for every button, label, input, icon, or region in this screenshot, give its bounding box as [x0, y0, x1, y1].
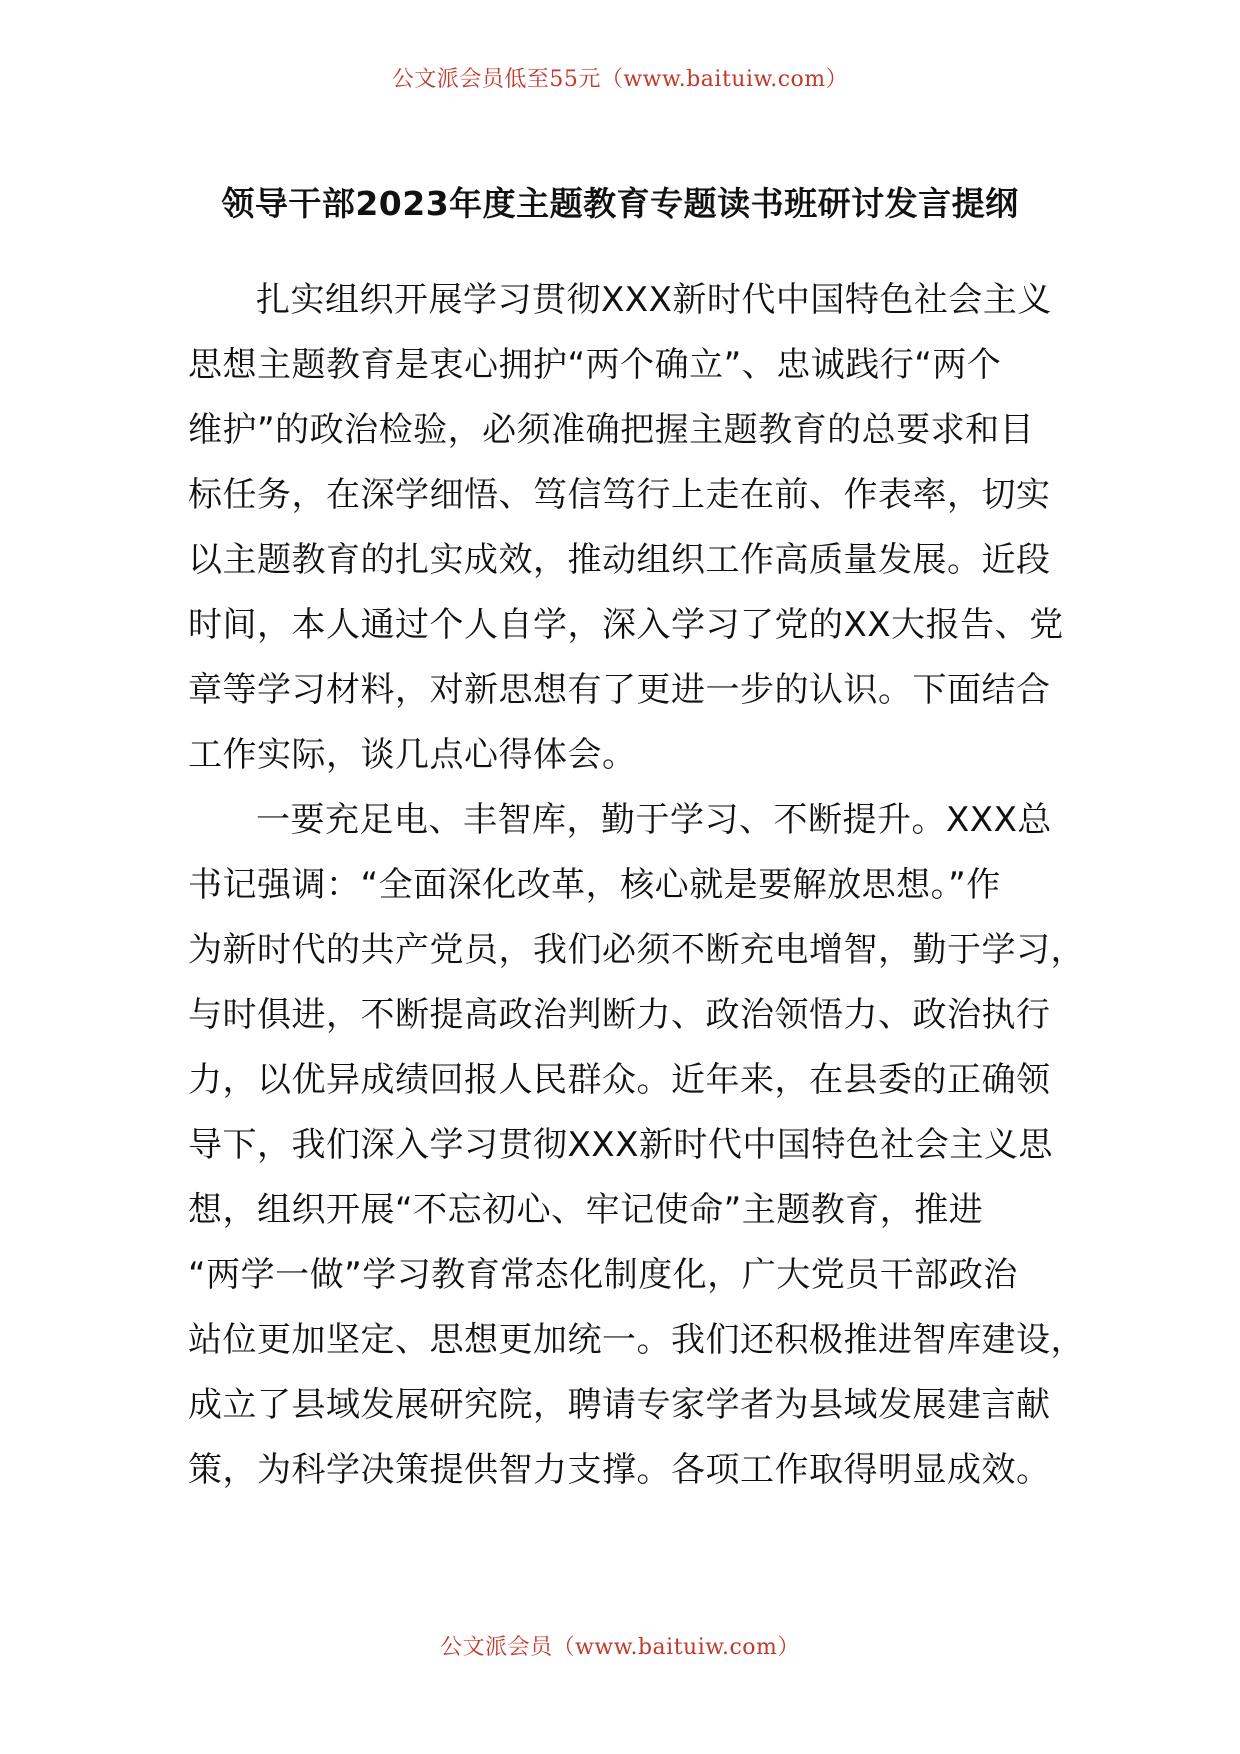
paragraph-line: 扎实组织开展学习贯彻XXX新时代中国特色社会主义 — [256, 280, 1052, 320]
paragraph-line: 书记强调：“全面深化改革，核心就是要解放思想。”作 — [188, 865, 1001, 905]
document-body — [188, 268, 1085, 1503]
paragraph-line: 时间，本人通过个人自学，深入学习了党的XX大报告、党 — [188, 605, 1064, 645]
paragraph-line: 标任务，在深学细悟、笃信笃行上走在前、作表率，切实 — [188, 475, 1051, 515]
paragraph-section-one — [188, 788, 1085, 1503]
paragraph-line: “两学一做”学习教育常态化制度化，广大党员干部政治 — [188, 1255, 1018, 1295]
paragraph-line: 成立了县域发展研究院，聘请专家学者为县域发展建言献 — [188, 1385, 1051, 1425]
footer-watermark: 公文派会员（www.baituiw.com） — [440, 1635, 800, 1660]
header-watermark: 公文派会员低至55元（www.baituiw.com） — [391, 67, 849, 92]
paragraph-line: 一要充足电、丰智库，勤于学习、不断提升。XXX总 — [256, 800, 1052, 840]
paragraph-line: 工作实际，谈几点心得体会。 — [188, 735, 637, 775]
paragraph-line: 策，为科学决策提供智力支撑。各项工作取得明显成效。 — [188, 1450, 1051, 1490]
paragraph-line: 为新时代的共产党员，我们必须不断充电增智，勤于学习， — [188, 930, 1085, 970]
paragraph-line: 站位更加坚定、思想更加统一。我们还积极推进智库建设， — [188, 1320, 1085, 1360]
paragraph-line: 以主题教育的扎实成效，推动组织工作高质量发展。近段 — [188, 540, 1051, 580]
paragraph-line: 导下，我们深入学习贯彻XXX新时代中国特色社会主义思 — [188, 1125, 1053, 1165]
paragraph-line: 章等学习材料，对新思想有了更进一步的认识。下面结合 — [188, 670, 1051, 710]
document-title: 领导干部2023年度主题教育专题读书班研讨发言提纲 — [221, 184, 1019, 223]
paragraph-intro — [188, 268, 1064, 788]
paragraph-line: 思想主题教育是衷心拥护“两个确立”、忠诚践行“两个 — [188, 345, 1002, 385]
paragraph-line: 力，以优异成绩回报人民群众。近年来，在县委的正确领 — [188, 1060, 1051, 1100]
paragraph-line: 想，组织开展“不忘初心、牢记使命”主题教育，推进 — [188, 1190, 984, 1230]
paragraph-line: 与时俱进，不断提高政治判断力、政治领悟力、政治执行 — [188, 995, 1051, 1035]
paragraph-line: 维护”的政治检验，必须准确把握主题教育的总要求和目 — [188, 410, 1035, 450]
